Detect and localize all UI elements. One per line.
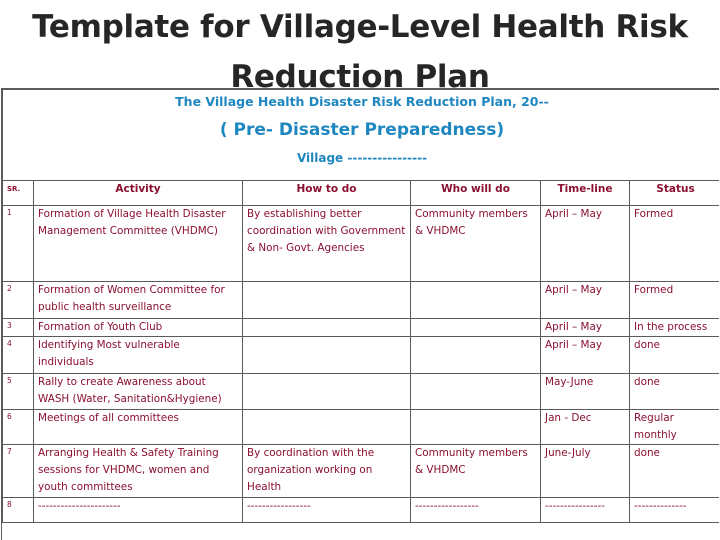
table-row [3, 410, 720, 445]
cell-sr: 4 [3, 337, 34, 374]
cell-status: -------------- [630, 498, 720, 523]
cell-timeline: April – May [541, 319, 630, 337]
cell-status: done [630, 445, 720, 498]
cell-sr: 1 [3, 206, 34, 282]
cell-timeline: ---------------- [541, 498, 630, 523]
table-row [3, 319, 720, 337]
cell-activity: Meetings of all committees [34, 410, 243, 445]
cell-who [411, 282, 541, 319]
plan-header [3, 90, 720, 181]
column-header-row [3, 181, 720, 206]
plan-frame [1, 88, 719, 540]
cell-activity: Rally to create Awareness about WASH (Water, Sanitation&Hygiene) [34, 374, 243, 410]
cell-how [243, 282, 411, 319]
column-header-status: Status [630, 181, 720, 206]
column-header-sr: SR. [3, 181, 34, 206]
cell-who: Community members & VHDMC [411, 206, 541, 282]
cell-sr: 7 [3, 445, 34, 498]
cell-how [243, 374, 411, 410]
cell-who [411, 374, 541, 410]
cell-timeline: April – May [541, 206, 630, 282]
cell-who [411, 337, 541, 374]
column-header-timeline: Time-line [541, 181, 630, 206]
cell-how: By establishing better coordination with Government & Non- Govt. Agencies [243, 206, 411, 282]
table-row [3, 374, 720, 410]
cell-timeline: Jan - Dec [541, 410, 630, 445]
cell-status: Regular monthly [630, 410, 720, 445]
cell-status: In the process [630, 319, 720, 337]
cell-how [243, 319, 411, 337]
cell-how [243, 337, 411, 374]
cell-timeline: April – May [541, 282, 630, 319]
cell-status: Formed [630, 206, 720, 282]
slide-title-line1: Template for Village-Level Health Risk [32, 9, 688, 45]
table-row [3, 206, 720, 282]
cell-activity: Formation of Youth Club [34, 319, 243, 337]
slide-title-line2: Reduction Plan [230, 59, 490, 95]
cell-status: done [630, 374, 720, 410]
cell-how: ----------------- [243, 498, 411, 523]
cell-how: By coordination with the organization working on Health [243, 445, 411, 498]
column-header-how: How to do [243, 181, 411, 206]
plan-header-subtitle: ( Pre- Disaster Preparedness) [219, 120, 505, 140]
cell-sr: 6 [3, 410, 34, 445]
plan-table [2, 89, 719, 523]
cell-sr: 3 [3, 319, 34, 337]
cell-sr: 2 [3, 282, 34, 319]
cell-status: Formed [630, 282, 720, 319]
plan-header-village: Village ---------------- [296, 151, 428, 165]
cell-who: Community members & VHDMC [411, 445, 541, 498]
cell-sr: 5 [3, 374, 34, 410]
table-row [3, 498, 720, 523]
cell-status: done [630, 337, 720, 374]
cell-timeline: May-June [541, 374, 630, 410]
cell-sr: 8 [3, 498, 34, 523]
cell-who [411, 410, 541, 445]
column-header-activity: Activity [34, 181, 243, 206]
plan-header-title: The Village Health Disaster Risk Reduction Plan, 20-- [175, 94, 549, 109]
cell-activity: Identifying Most vulnerable individuals [34, 337, 243, 374]
cell-activity: Formation of Women Committee for public health surveillance [34, 282, 243, 319]
cell-activity: ---------------------- [34, 498, 243, 523]
column-header-who: Who will do [411, 181, 541, 206]
cell-timeline: April – May [541, 337, 630, 374]
cell-timeline: June-July [541, 445, 630, 498]
table-row [3, 282, 720, 319]
slide-title [0, 2, 720, 102]
table-row [3, 337, 720, 374]
table-row [3, 445, 720, 498]
cell-activity: Formation of Village Health Disaster Management Committee (VHDMC) [34, 206, 243, 282]
cell-activity: Arranging Health & Safety Training sessions for VHDMC, women and youth committees [34, 445, 243, 498]
cell-who [411, 319, 541, 337]
cell-who: ----------------- [411, 498, 541, 523]
cell-how [243, 410, 411, 445]
